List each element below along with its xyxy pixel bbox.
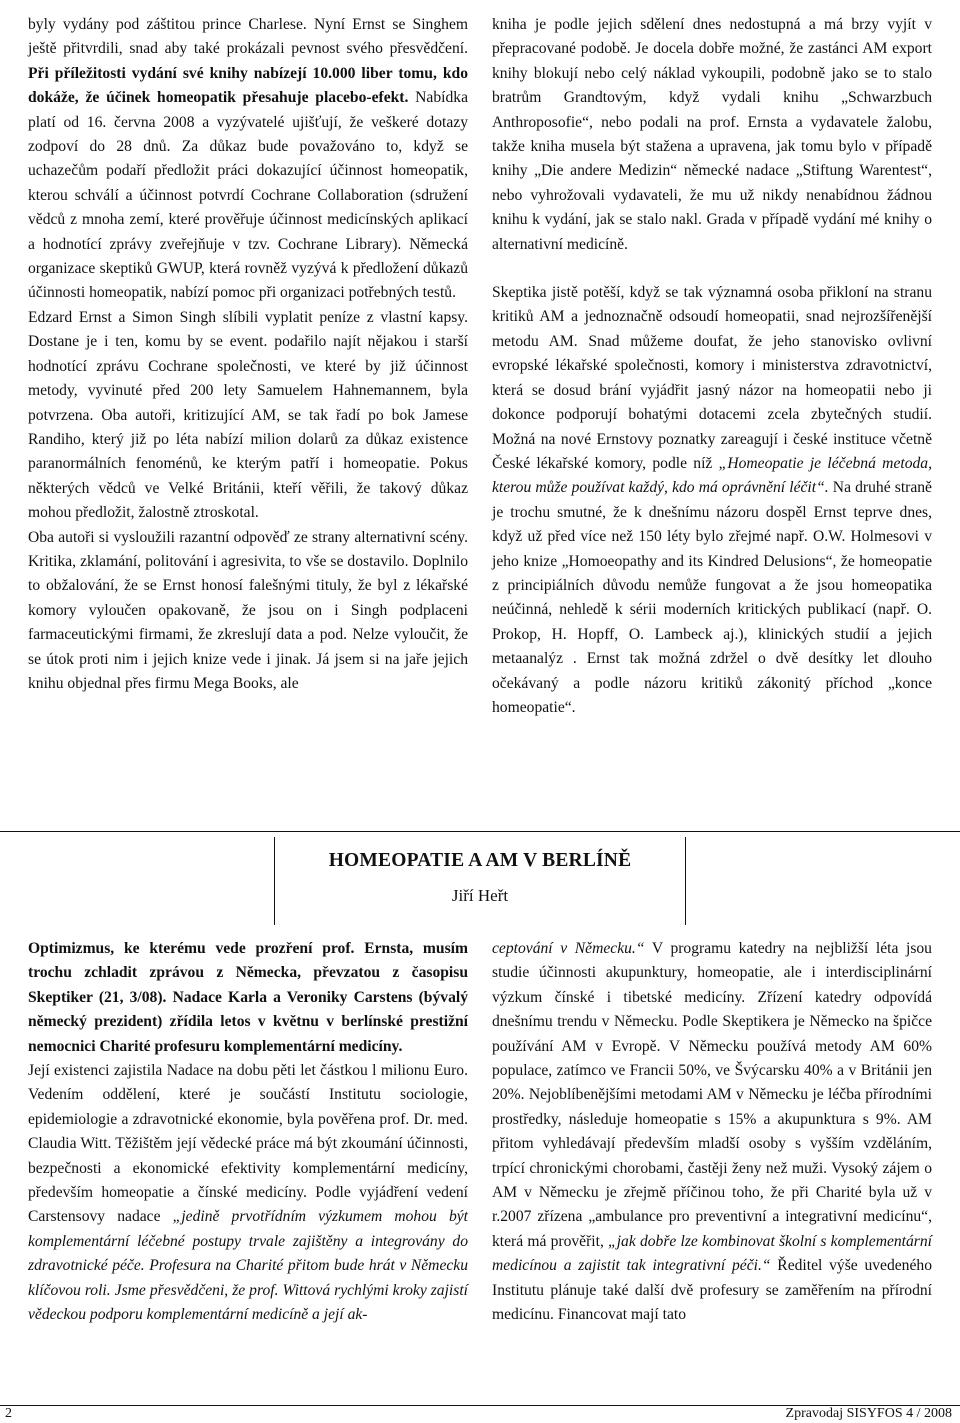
italic-quote: ceptování v Německu.“: [492, 940, 645, 957]
bold-text: Při příležitosti vydání své knihy nabízejí 10.000 liber tomu, kdo dokáže, že účinek homeopatik přesahuje placebo-efekt.: [28, 64, 468, 107]
paragraph: Oba autoři si vysloužili razantní odpověď ze strany alternativní scény. Kritika, zklamání, politování i agresivita, to vše se dostavilo. Doplnilo to obžalování, že se Ernst honosí falešnými tituly, že byl z lékařské komory vyloučen opakovaně, že jsou on i Singh podplaceni farmaceutickými firmami, že zkreslují data a pod. Nelze vyloučit, že se útok proti nim i jejich knize vede i jinak. Já jsem si na jaře jejich knihu objednal přes firmu Mega Books, ale: [28, 528, 468, 692]
italic-quote: „jedině prvotřídním výzkumem mohou být komplementární léčebné postupy trvale zajištěny a integrovány do zdravotnické péče. Profesura na Charité přitom bude hrát v Německu klíčovou roli. Jsme přesvědčeni, že prof. Wittová rychlými kroky zajistí vědeckou podporu komplementární medicíně a její ak-: [28, 1208, 469, 1324]
article-author: Jiří Heřt: [451, 886, 509, 905]
paragraph: byly vydány pod záštitou prince Charlese. Nyní Ernst se Singhem ještě přitvrdili, snad aby také prokázali pevnost svého přesvědčení. Při příležitosti vydání své knihy nabízejí 10.000 liber tomu, kdo dokáže, že účinek homeopatik přesahuje placebo-efekt. Nabídka platí od 16. června 2008 a vyzývatelé ujišťují, že veškeré dotazy zodpoví do 28 dnů. Za důkaz bude považováno to, když se uchazečům podaří předložit práci dokazující účinnost homeopatik, kterou schválí a účinnost potvrdí Cochrane Collaboration (sdružení vědců z mnoha zemí, které prověřuje účinnost medicínských aplikací a hodnotící zprávy zveřejňuje v tzv. Cochrane Library). Německá organizace skeptiků GWUP, která rovněž vyzývá k předložení důkazů účinnosti homeopatik, nabízí pomoc při organizaci potřebných testů.: [28, 16, 468, 302]
italic-quote: „Homeopatie je léčebná metoda, kterou může používat každý, kdo má oprávnění léčit“.: [492, 454, 932, 497]
top-left-column: [28, 13, 468, 696]
top-right-column: [492, 13, 932, 720]
paragraph: ceptování v Německu.“ V programu katedry na nejbližší léta jsou studie účinnosti akupunktury, homeopatie, ale i interdisciplinární výzkum čínské i tibetské medicíny. Zřízení katedry odpovídá dnešnímu trendu v Německu. Podle Skeptikera je Německo na špičce používání AM v Evropě. V Německu používá metody AM 60% populace, zatímco ve Francii 50%, ve Švýcarsku 40% a v Británii jen 20%. Nejoblíbenějšími metodami AM v Německu je léčba přírodními prostředky, následuje homeopatie s 15% a akupunktura s 9%. AM přitom vyhledávají především mladší osoby s vyšším vzděláním, trpící chronickými chorobami, častěji ženy než muži. Vysoký zájem o AM v Německu je zřejmě příčinou toho, že při Charité byla už v r.2007 zřízena „ambulance pro preventivní a integrativní medicínu“, která má prověřit, „jak dobře lze kombinovat školní s komplementární medicínou a zajistit tak integrativní péči.“ Ředitel výše uvedeného Institutu plánuje také další dvě profesury se zaměřením na přírodní medicínu. Financovat mají tato: [492, 940, 932, 1324]
article-title: HOMEOPATIE A AM V BERLÍNĚ: [328, 850, 632, 871]
italic-quote: „jak dobře lze kombinovat školní s komplementární medicínou a zajistit tak integrativní péči.“: [492, 1232, 932, 1275]
paragraph: Edzard Ernst a Simon Singh slíbili vyplatit peníze z vlastní kapsy. Dostane je i ten, komu by se event. podařilo najít nějakou i starší hodnotící zprávu Cochrane společnosti, ve které by již účinnost metody, vyvinuté před 200 lety Samuelem Hahnemannem, byla potvrzena. Oba autoři, kritizující AM, se tak řadí po bok Jamese Randiho, který již po léta nabízí milion dolarů za důkaz existence paranormálních fenoménů, ke kterým patří i homeopatie. Pokus některých vědců ve Velké Británii, kteří věřili, že takový důkaz mohou předložit, žalostně ztroskotal.: [28, 308, 468, 522]
paragraph: kniha je podle jejich sdělení dnes nedostupná a má brzy vyjít v přepracované podobě. Je docela dobře možné, že zastánci AM export knihy blokují nebo celý náklad vykoupili, podobně jako se to stalo bratrům Grandtovým, když vydali knihu „Schwarzbuch Anthroposofie“, nebo podali na prof. Ernsta a vydavatele žalobu, takže kniha musela být stažena a upravena, jak tomu bylo v případě knihy „Die andere Medizin“ německé nadace „Stiftung Warentest“, nebo vyhrožovali vydavateli, že mu už nikdy nenabídnou žádnou knihu k vydání, jak se stalo nakl. Grada v případě vydání mé knihy o alternativní medicíně.: [492, 16, 932, 253]
bottom-right-column: [492, 937, 932, 1328]
title-box-right-rule: [685, 837, 686, 925]
paragraph: Skeptika jistě potěší, když se tak významná osoba přikloní na stranu kritiků AM a jednoznačně odsoudí homeopatii, snad nejrozšířenější metodu AM. Snad můžeme doufat, že jeho stanovisko ovlivní evropské lékařské společnosti, komory i ministerstva zdravotnictví, která se dosud brání vyjádřit jasný názor na homeopatii nebo ji dokonce podporují bohatými dotacemi zcela zbytečných studií. Možná na nové Ernstovy poznatky zareagují i české instituce včetně České lékařské komory, podle níž „Homeopatie je léčebná metoda, kterou může používat každý, kdo má oprávnění léčit“. Na druhé straně je trochu smutné, že k dnešnímu názoru dospěl Ernst teprve dnes, když už před více než 150 léty bylo zřejmé např. O.W. Holmesovi v jeho knize „Homoeopathy and its Kindred Delusions“, že homeopatie z principiálních důvodu nemůže fungovat a že jsou homeopatika neúčinná, nehledě k sérii moderních kritických publikací (např. O. Prokop, H. Hopff, O. Lambeck aj.), klinických studií a jejich metaanalýz . Ernst tak možná zdržel o dvě desítky let dlouho očekávaný a podle názoru kritiků zákonitý příchod „konce homeopatie“.: [492, 284, 932, 716]
title-box-left-rule: [274, 837, 275, 925]
divider-rule: [0, 831, 960, 832]
footer-journal-name: Zpravodaj SISYFOS 4 / 2008: [785, 1406, 952, 1421]
intro-paragraph: Optimizmus, ke kterému vede prozření prof. Ernsta, musím trochu zchladit zprávou z Německa, převzatou z časopisu Skeptiker (21, 3/08). Nadace Karla a Veroniky Carstens (bývalý německý prezident) zřídila letos v květnu v berlínské prestižní nemocnici Charité profesuru komplementární medicíny.: [28, 940, 468, 1055]
page-number: 2: [5, 1406, 12, 1421]
bottom-left-column: [28, 937, 468, 1328]
paragraph: Její existenci zajistila Nadace na dobu pěti let částkou l milionu Euro. Vedením oddělení, které je součástí Institutu sociologie, epidemiologie a zdravotnické ekonomie, byla pověřena prof. Dr. med. Claudia Witt. Těžištěm její vědecké práce má být zkoumání účinnosti, bezpečnosti a ekonomické efektivity komplementární medicíny, především homeopatie a čínské medicíny. Podle vyjádření vedení Carstensovy nadace „jedině prvotřídním výzkumem mohou být komplementární léčebné postupy trvale zajištěny a integrovány do zdravotnické péče. Profesura na Charité přitom bude hrát v Německu klíčovou roli. Jsme přesvědčeni, že prof. Wittová rychlými kroky zajistí vědeckou podporu komplementární medicíně a její ak-: [28, 1062, 469, 1324]
